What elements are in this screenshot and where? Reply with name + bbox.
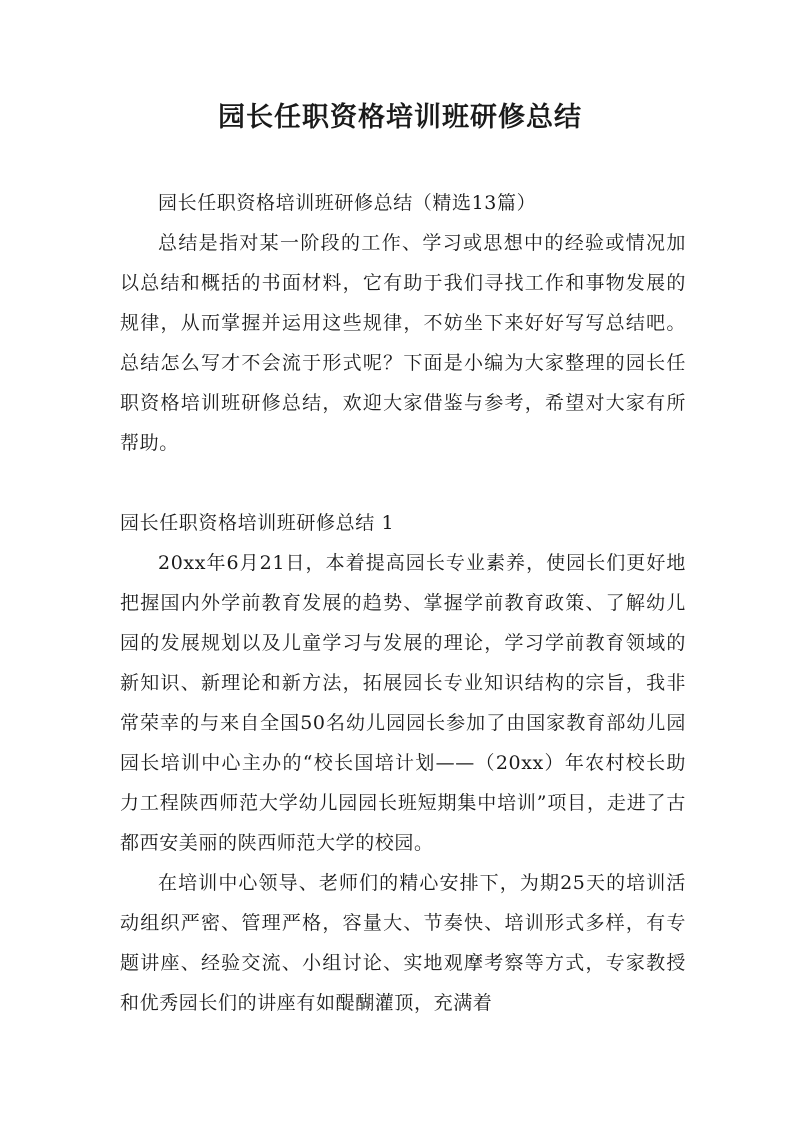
document-title: 园长任职资格培训班研修总结 (218, 102, 582, 133)
subtitle-paragraph: 园长任职资格培训班研修总结（精选13篇） (158, 192, 537, 214)
document-body (120, 183, 686, 1023)
body-paragraph-2: 在培训中心领导、老师们的精心安排下，为期25天的培训活动组织严密、管理严格，容量大、节奏快、培训形式多样，有专题讲座、经验交流、小组讨论、实地观摩考察等方式，专家教授和优秀园长们的讲座有如醍醐灌顶，充满着 (120, 872, 686, 1014)
section-heading: 园长任职资格培训班研修总结 1 (120, 512, 395, 534)
intro-paragraph: 总结是指对某一阶段的工作、学习或思想中的经验或情况加以总结和概括的书面材料，它有助于我们寻找工作和事物发展的规律，从而掌握并运用这些规律，不妨坐下来好好写写总结吧。总结怎么写才不会流于形式呢？下面是小编为大家整理的园长任职资格培训班研修总结，欢迎大家借鉴与参考，希望对大家有所帮助。 (120, 232, 686, 454)
paragraph-spacer (120, 463, 686, 503)
body-paragraph-1: 20xx年6月21日，本着提高园长专业素养，使园长们更好地把握国内外学前教育发展的趋势、掌握学前教育政策、了解幼儿园的发展规划以及儿童学习与发展的理论，学习学前教育领域的新知识、新理论和新方法，拓展园长专业知识结构的宗旨，我非常荣幸的与来自全国50名幼儿园园长参加了由国家教育部幼儿园园长培训中心主办的“校长国培计划——（20xx）年农村校长助力工程陕西师范大学幼儿园园长班短期集中培训”项目，走进了古都西安美丽的陕西师范大学的校园。 (120, 552, 686, 854)
